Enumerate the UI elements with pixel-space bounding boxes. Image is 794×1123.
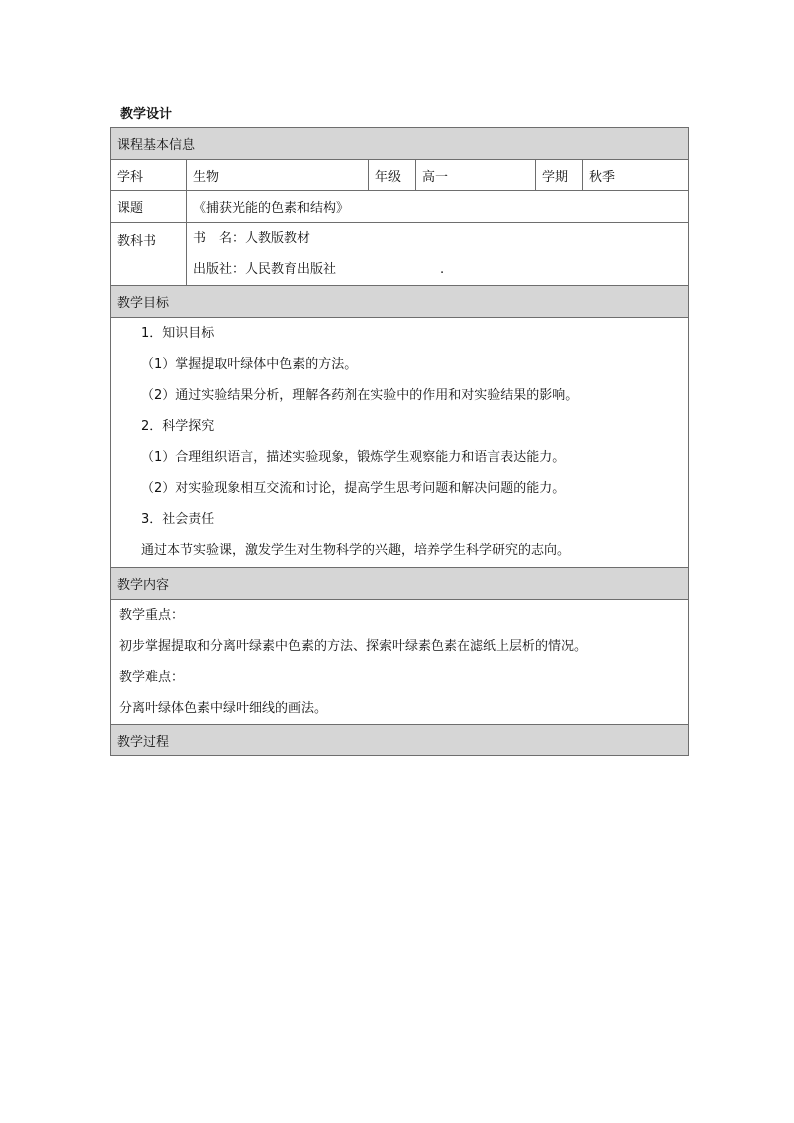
- difficulty-text: 分离叶绿体色素中绿叶细线的画法。: [119, 701, 328, 716]
- objectives-body-row: [111, 318, 689, 568]
- subject-value: 生物: [187, 160, 369, 191]
- content-body-row: [111, 600, 689, 725]
- grade-label: 年级: [369, 160, 416, 191]
- topic-row: [111, 191, 689, 223]
- subject-row: [111, 160, 689, 191]
- textbook-label: 教科书: [111, 223, 187, 286]
- process-header-row: [111, 725, 689, 756]
- objective-item: （2）通过实验结果分析，理解各药剂在实验中的作用和对实验结果的影响。: [141, 388, 579, 403]
- objective-item: （2）对实验现象相互交流和讨论，提高学生思考问题和解决问题的能力。: [141, 481, 566, 496]
- difficulty-label: 教学难点：: [119, 670, 185, 685]
- lesson-plan-table: [110, 127, 689, 756]
- book-name-line: 书 名：人教版教材: [193, 231, 311, 246]
- objective-heading: 2．科学探究: [141, 419, 215, 434]
- publisher-line: 出版社：人民教育出版社 .: [193, 262, 445, 277]
- content-header-row: [111, 568, 689, 600]
- term-label: 学期: [536, 160, 583, 191]
- objectives-section-label: 教学目标: [111, 286, 689, 318]
- basic-info-section-label: 课程基本信息: [111, 128, 689, 160]
- document-title: 教学设计: [120, 107, 173, 122]
- objective-item: （1）掌握提取叶绿体中色素的方法。: [141, 357, 358, 372]
- objective-heading: 1．知识目标: [141, 326, 215, 341]
- key-points-label: 教学重点：: [119, 608, 185, 623]
- key-points-text: 初步掌握提取和分离叶绿素中色素的方法、探索叶绿素色素在滤纸上层析的情况。: [119, 639, 588, 654]
- basic-info-header-row: [111, 128, 689, 160]
- term-value: 秋季: [583, 160, 689, 191]
- objective-heading: 3．社会责任: [141, 512, 215, 527]
- process-section-label: 教学过程: [111, 725, 689, 756]
- topic-value: 《捕获光能的色素和结构》: [187, 191, 689, 223]
- subject-label: 学科: [111, 160, 187, 191]
- objective-item: （1）合理组织语言，描述实验现象，锻炼学生观察能力和语言表达能力。: [141, 450, 566, 465]
- textbook-info: [187, 223, 689, 286]
- content-body: [111, 600, 689, 725]
- textbook-row: [111, 223, 689, 286]
- objective-item: 通过本节实验课，激发学生对生物科学的兴趣，培养学生科学研究的志向。: [141, 543, 571, 558]
- objectives-header-row: [111, 286, 689, 318]
- topic-label: 课题: [111, 191, 187, 223]
- content-section-label: 教学内容: [111, 568, 689, 600]
- grade-value: 高一: [416, 160, 536, 191]
- objectives-body: [111, 318, 689, 568]
